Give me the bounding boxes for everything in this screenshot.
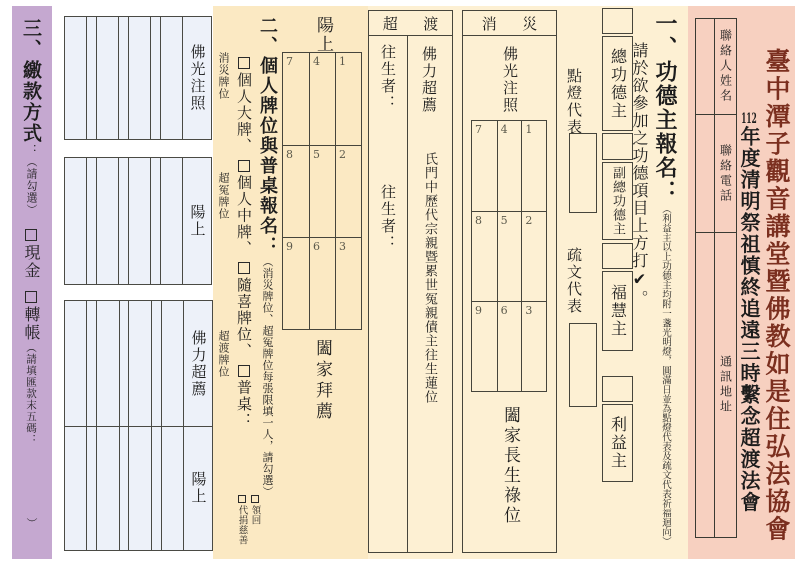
fill-cell[interactable] bbox=[96, 17, 118, 139]
grid-cell[interactable] bbox=[472, 301, 497, 391]
transfer-note: （請填匯款末五碼： bbox=[25, 342, 37, 446]
fill-cell[interactable] bbox=[65, 301, 86, 426]
fill-cell[interactable] bbox=[96, 301, 118, 426]
chaodu-body bbox=[369, 36, 452, 553]
cell-number: 6 bbox=[313, 240, 320, 253]
xiaozai-box bbox=[462, 10, 563, 553]
cell-number: 2 bbox=[525, 214, 533, 227]
fuhui-donor-box bbox=[602, 271, 633, 351]
payment-note: ：（請勾選） bbox=[25, 144, 38, 216]
fill-cell[interactable] bbox=[65, 427, 86, 550]
shuwen-rep-label: 疏文代表 bbox=[565, 247, 583, 315]
table-c-bottom-label: 陽上 bbox=[189, 471, 208, 505]
table-yangshang-2 bbox=[64, 426, 213, 551]
ancestors-text: 氏門中歷代宗親暨累世冤親債主往生蓮位 bbox=[422, 152, 437, 404]
table-label-cell bbox=[183, 301, 212, 426]
merit-title-column bbox=[654, 12, 676, 546]
fill-cell[interactable] bbox=[65, 17, 86, 139]
fuhui-donor-label: 福慧主 bbox=[608, 284, 628, 338]
grid-cell[interactable] bbox=[309, 53, 335, 145]
cash-label: 現金 bbox=[22, 244, 41, 280]
payment-section bbox=[12, 6, 52, 559]
table-label-cell bbox=[182, 158, 211, 284]
donate-charity-option bbox=[237, 492, 247, 545]
chief-donor-box bbox=[602, 36, 633, 131]
yangshang-grid-header: 陽上 bbox=[313, 16, 333, 54]
transfer-checkbox[interactable] bbox=[25, 291, 37, 303]
fill-cell[interactable] bbox=[119, 427, 129, 550]
xiaozai-header-row bbox=[463, 11, 563, 36]
xiaozai-header: 消災 bbox=[481, 14, 563, 33]
fill-cell[interactable] bbox=[128, 158, 150, 284]
grid-cell[interactable] bbox=[497, 211, 522, 301]
event-subtitle bbox=[739, 112, 759, 513]
putable-label: 普桌： bbox=[235, 379, 253, 429]
tablet-options-column bbox=[236, 52, 251, 429]
note-xiaozai-tablet: 消災牌位 bbox=[217, 52, 230, 100]
cell-number: 1 bbox=[525, 123, 533, 136]
cell-number: 3 bbox=[525, 304, 533, 317]
fuhui-donor-checkbox[interactable] bbox=[602, 243, 633, 269]
merit-section bbox=[368, 6, 688, 559]
cell-number: 1 bbox=[339, 55, 346, 68]
fill-cell[interactable] bbox=[65, 158, 86, 284]
grid-cell[interactable] bbox=[335, 237, 361, 329]
suixi-checkbox[interactable] bbox=[238, 262, 250, 274]
cell-number: 2 bbox=[339, 148, 346, 161]
tablet-section-title: 二、個人牌位與普桌報名： bbox=[257, 16, 278, 256]
cell-number: 7 bbox=[475, 123, 482, 136]
lamp-rep-label: 點燈代表 bbox=[565, 68, 583, 136]
contact-name-row bbox=[696, 19, 736, 114]
xiaozai-footer: 闔家長生祿位 bbox=[500, 406, 520, 526]
table-c-top-label: 佛力超薦 bbox=[189, 329, 208, 398]
transfer-label: 轉帳 bbox=[22, 306, 41, 342]
fill-cell[interactable] bbox=[150, 17, 160, 139]
event-name: 年度清明祭祖慎終追遠三時繫念超渡法會 bbox=[737, 126, 761, 513]
table-a-label: 佛光注照 bbox=[188, 44, 207, 112]
deceased-column[interactable] bbox=[369, 36, 408, 553]
cell-number: 6 bbox=[500, 304, 508, 317]
chief-donor-checkbox[interactable] bbox=[602, 8, 633, 34]
cell-number: 9 bbox=[286, 240, 293, 253]
merit-section-title: 一、功德主報名： bbox=[652, 12, 678, 204]
transfer-note-close: ） bbox=[25, 517, 38, 531]
lamp-rep-field[interactable] bbox=[569, 133, 597, 213]
take-back-label: 領回 bbox=[249, 505, 261, 525]
fill-cell[interactable] bbox=[96, 427, 118, 550]
xiaozai-subtitle: 佛光注照 bbox=[501, 46, 519, 114]
fill-cell[interactable] bbox=[160, 17, 182, 139]
cell-number: 8 bbox=[475, 214, 482, 227]
liyi-donor-label: 利益主 bbox=[608, 416, 628, 470]
contact-address-label-cell bbox=[714, 233, 736, 537]
grid-cell[interactable] bbox=[521, 301, 546, 391]
deceased-label-2: 往生者： bbox=[379, 184, 397, 252]
contact-address-row bbox=[696, 232, 736, 537]
cell-number: 4 bbox=[500, 123, 508, 136]
table-yangshang-1 bbox=[64, 157, 212, 285]
grid-cell[interactable] bbox=[472, 121, 497, 211]
contact-address-label: 通訊地址 bbox=[718, 355, 733, 415]
fill-cell[interactable] bbox=[86, 427, 96, 550]
table-foli-chaojian bbox=[64, 300, 213, 427]
grid-cell[interactable] bbox=[472, 211, 497, 301]
tablet-section-title-column bbox=[258, 16, 276, 498]
contact-phone-field[interactable] bbox=[696, 115, 714, 232]
grid-cell[interactable] bbox=[283, 53, 309, 145]
grid-cell[interactable] bbox=[283, 145, 309, 237]
foli-chaojian-title: 佛力超薦 bbox=[420, 46, 438, 114]
fill-cell[interactable] bbox=[160, 158, 182, 284]
foli-chaojian-column[interactable] bbox=[408, 36, 453, 553]
fill-cell[interactable] bbox=[119, 301, 129, 426]
cell-number: 3 bbox=[339, 240, 346, 253]
fill-cell[interactable] bbox=[151, 427, 161, 550]
grid-cell[interactable] bbox=[497, 121, 522, 211]
tablet-section bbox=[213, 6, 368, 559]
yangshang-grid bbox=[282, 52, 362, 330]
table-label-cell bbox=[182, 17, 211, 139]
title-section bbox=[688, 6, 795, 559]
contact-table bbox=[695, 18, 737, 538]
contact-name-label-cell bbox=[714, 19, 736, 114]
fill-cell[interactable] bbox=[128, 301, 150, 426]
grid-cell[interactable] bbox=[335, 53, 361, 145]
fill-cell[interactable] bbox=[128, 427, 150, 550]
cell-number: 9 bbox=[475, 304, 482, 317]
xiaozai-grid bbox=[471, 120, 547, 392]
putable-checkbox[interactable] bbox=[238, 365, 250, 377]
contact-phone-label-cell bbox=[714, 115, 736, 232]
grid-cell[interactable] bbox=[283, 237, 309, 329]
fill-cell[interactable] bbox=[86, 17, 96, 139]
fill-cell[interactable] bbox=[86, 158, 96, 284]
deputy-donor-box bbox=[602, 162, 633, 240]
fill-cell[interactable] bbox=[128, 17, 150, 139]
liyi-donor-checkbox[interactable] bbox=[602, 376, 633, 402]
transfer-code-blank[interactable] bbox=[31, 446, 32, 518]
xiaozai-body bbox=[463, 36, 556, 553]
grid-cell[interactable] bbox=[309, 145, 335, 237]
payment-text-column bbox=[21, 18, 40, 531]
grid-cell[interactable] bbox=[335, 145, 361, 237]
fill-cell[interactable] bbox=[161, 301, 183, 426]
fill-cell[interactable] bbox=[118, 158, 128, 284]
table-label-cell bbox=[183, 427, 212, 550]
personal-large-label: 個人大牌、 bbox=[235, 72, 253, 155]
contact-phone-label: 聯絡電話 bbox=[718, 143, 733, 204]
chaodu-box bbox=[368, 10, 464, 553]
fill-cell[interactable] bbox=[151, 301, 161, 426]
deceased-label-1: 往生者： bbox=[379, 44, 397, 112]
cell-number: 5 bbox=[313, 148, 320, 161]
cell-number: 5 bbox=[500, 214, 508, 227]
chaodu-header: 超渡 bbox=[382, 14, 464, 33]
fill-cell[interactable] bbox=[86, 301, 96, 426]
note-chaoyuan-tablet: 超冤牌位 bbox=[217, 172, 230, 220]
chaodu-header-row bbox=[369, 11, 464, 36]
organization-title: 臺中潭子觀音講堂暨佛教如是住弘法協會 bbox=[762, 48, 791, 543]
fill-cell[interactable] bbox=[161, 427, 183, 550]
cell-number: 7 bbox=[286, 55, 293, 68]
liyi-donor-box bbox=[602, 404, 633, 482]
donate-charity-label: 代捐慈善 bbox=[236, 505, 248, 545]
tablet-section-note: （消災牌位、超冤牌位每張限填一人，請勾選） bbox=[261, 256, 274, 498]
personal-medium-checkbox[interactable] bbox=[238, 160, 250, 172]
grid-cell[interactable] bbox=[497, 301, 522, 391]
fill-cell[interactable] bbox=[118, 17, 128, 139]
grid-cell[interactable] bbox=[309, 237, 335, 329]
contact-name-field[interactable] bbox=[696, 19, 714, 114]
table-b-label: 陽上 bbox=[188, 204, 207, 238]
grid-cell[interactable] bbox=[521, 121, 546, 211]
fill-cell[interactable] bbox=[96, 158, 118, 284]
yangshang-grid-footer: 闔家拜薦 bbox=[312, 339, 332, 423]
event-year: 112 bbox=[741, 112, 757, 126]
donate-charity-checkbox[interactable] bbox=[238, 495, 246, 503]
deputy-donor-label: 副總功德主 bbox=[610, 166, 625, 236]
fill-tables-section bbox=[52, 6, 213, 559]
merit-section-note: （利益主以上功德主均附一盞光明燈，圓滿日並為點燈代表及疏文代表祈福迴向） bbox=[660, 204, 671, 546]
merit-instruction: 請於欲參加之功德項目上方打✔。 bbox=[630, 42, 649, 308]
cash-checkbox[interactable] bbox=[25, 229, 37, 241]
grid-cell[interactable] bbox=[521, 211, 546, 301]
fill-cell[interactable] bbox=[150, 158, 160, 284]
contact-name-label: 聯絡人姓名 bbox=[718, 29, 733, 104]
deputy-donor-checkbox[interactable] bbox=[602, 133, 633, 160]
cell-number: 8 bbox=[286, 148, 293, 161]
contact-address-field[interactable] bbox=[696, 233, 714, 537]
personal-medium-label: 個人中牌、 bbox=[235, 174, 253, 257]
note-chaodu-tablet: 超渡牌位 bbox=[217, 330, 230, 378]
table-folguang bbox=[64, 16, 212, 140]
shuwen-rep-field[interactable] bbox=[569, 323, 597, 407]
chief-donor-label: 總功德主 bbox=[608, 47, 628, 120]
cell-number: 4 bbox=[313, 55, 320, 68]
suixi-label: 隨喜牌位、 bbox=[235, 277, 253, 360]
personal-large-checkbox[interactable] bbox=[238, 57, 250, 69]
contact-phone-row bbox=[696, 114, 736, 232]
payment-title: 三、繳款方式 bbox=[20, 18, 42, 144]
